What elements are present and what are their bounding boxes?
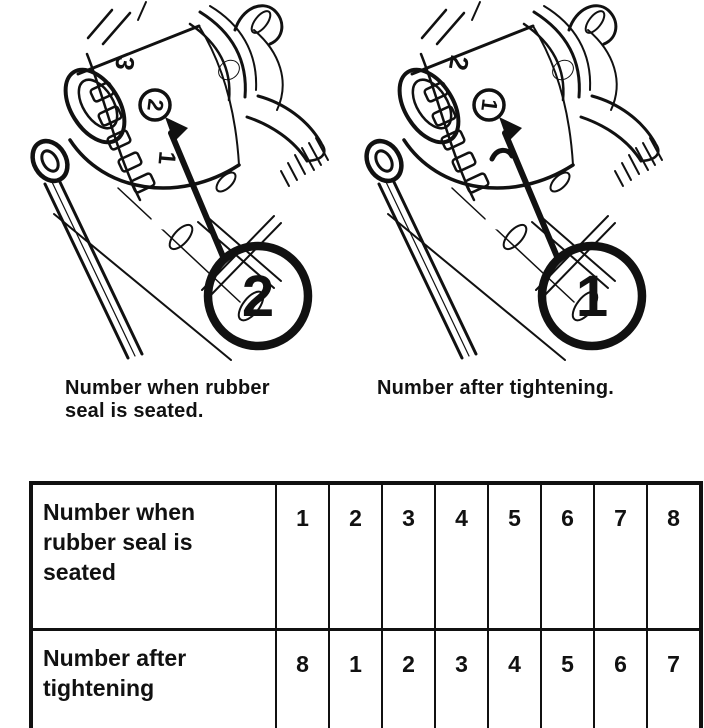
illustration-after-tightening — [352, 0, 682, 368]
rubber-seal-end-cap — [53, 59, 136, 152]
wrench — [26, 135, 142, 358]
table-cell: 1 — [329, 630, 382, 728]
table-cell: 2 — [382, 630, 435, 728]
wrench — [360, 135, 476, 358]
table-cell: 5 — [488, 483, 541, 630]
table-cell: 6 — [594, 630, 647, 728]
table-row — [31, 630, 701, 728]
table-cell: 7 — [594, 483, 647, 630]
tensioner-cylinder — [387, 26, 573, 200]
table-row — [31, 483, 701, 630]
caption-seal-seated — [65, 377, 270, 423]
partial-dial-glyph — [492, 150, 512, 159]
callout-number: 1 — [575, 264, 609, 329]
caption-line: Number after tightening. — [377, 377, 615, 399]
timing-mark-dot — [215, 56, 243, 83]
dial-number-circled: 1 — [476, 97, 503, 113]
table-cell: 6 — [541, 483, 594, 630]
table-cell: 2 — [329, 483, 382, 630]
callout-number: 2 — [241, 264, 275, 329]
table-cell: 4 — [488, 630, 541, 728]
table-cell: 3 — [382, 483, 435, 630]
number-conversion-table — [29, 481, 703, 728]
caption-line: Number when rubber — [65, 377, 270, 399]
dial-number-circled: 2 — [142, 97, 169, 113]
caption-after-tightening — [377, 377, 614, 400]
table-cell: 4 — [435, 483, 488, 630]
dial-number-bottom: 1 — [152, 150, 181, 166]
dial-number-top: 2 — [442, 53, 476, 73]
cast-arrow-mark — [146, 208, 167, 258]
table-cell: 8 — [647, 483, 701, 630]
table-cell: 3 — [435, 630, 488, 728]
dial-number-top: 3 — [108, 53, 142, 73]
table-cell: 1 — [276, 483, 329, 630]
cast-arrow-mark — [480, 208, 501, 258]
table-cell: 7 — [647, 630, 701, 728]
table-cell: 8 — [276, 630, 329, 728]
caption-line: seal is seated. — [65, 400, 204, 422]
table-row-label: Number when rubber seal is seated — [31, 483, 276, 630]
tensioner-cylinder — [53, 26, 239, 200]
table-row-label: Number after tightening — [31, 630, 276, 728]
illustration-seal-seated — [18, 0, 348, 368]
table-cell: 5 — [541, 630, 594, 728]
rubber-seal-end-cap — [387, 59, 470, 152]
timing-mark-dot — [549, 56, 577, 83]
